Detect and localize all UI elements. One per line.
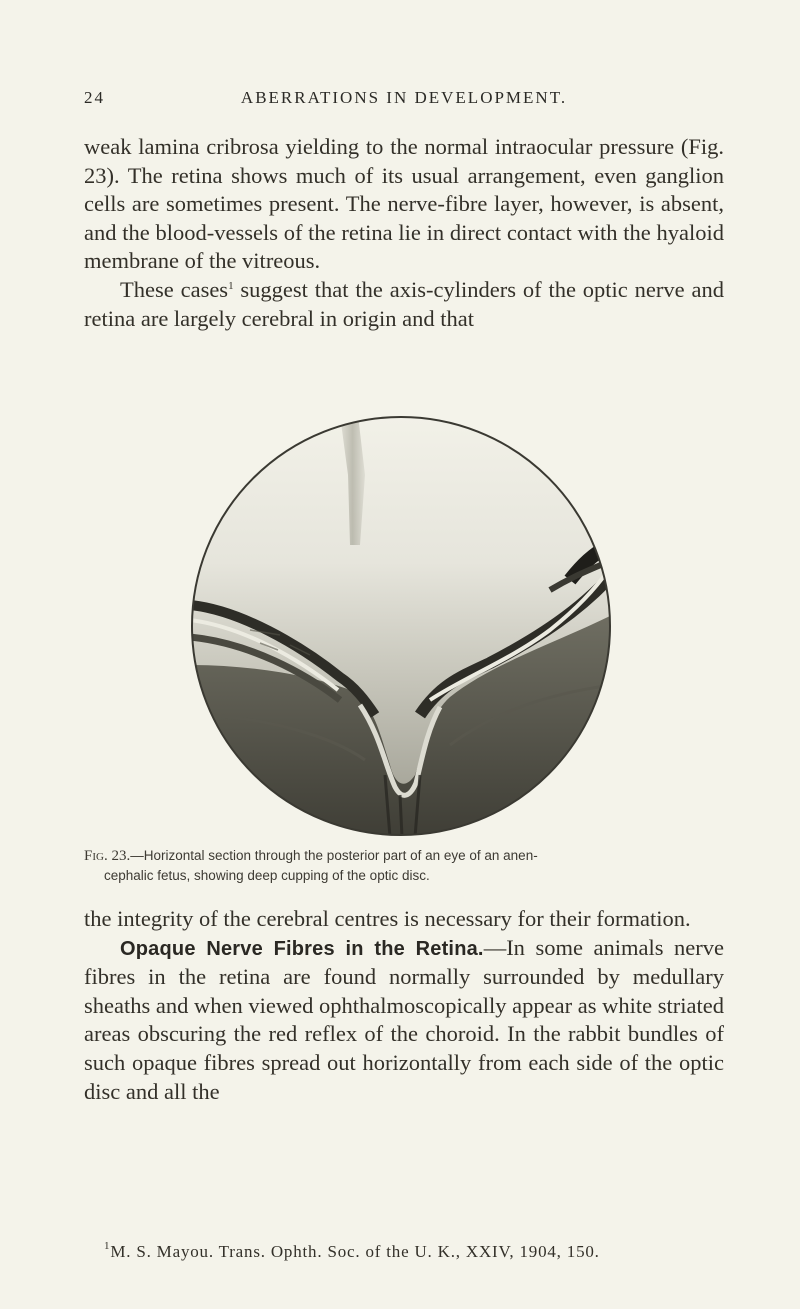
text-run: These cases bbox=[120, 276, 229, 302]
paragraph: the integrity of the cerebral centres is necessary for their formation. bbox=[84, 906, 691, 931]
section-heading: Opaque Nerve Fibres in the Retina. bbox=[120, 937, 484, 960]
figure-micrograph bbox=[190, 415, 612, 837]
paragraph bbox=[84, 276, 724, 333]
body-text-bottom bbox=[84, 905, 724, 1106]
figure-caption bbox=[84, 846, 724, 886]
footnote bbox=[84, 1241, 724, 1263]
micrograph-image bbox=[190, 415, 612, 837]
footnote-reference: 1 bbox=[228, 279, 234, 292]
caption-text: cephalic fetus, showing deep cupping of the optic disc. bbox=[104, 868, 430, 883]
running-title: ABERRATIONS IN DEVELOPMENT. bbox=[240, 88, 568, 107]
footnote-marker: 1 bbox=[104, 1240, 111, 1252]
text-run: suggest that the axis-cylinders of the optic nerve and retina are largely cerebral in origin and that bbox=[84, 276, 724, 331]
text-run: —In some animals nerve fibres in the retina are found normally surrounded by medullary sheaths and when viewed ophthalmoscopically appear as white striated areas obscuring the red reflex of the choroid. In the rabbit bundles of such opaque fibres spread out horizontally from each side of the optic disc and all the bbox=[84, 934, 724, 1104]
caption-text: —Horizontal section through the posterior part of an eye of an anen- bbox=[130, 848, 538, 863]
body-text-top bbox=[84, 133, 724, 333]
paragraph: weak lamina cribrosa yielding to the normal intraocular pressure (Fig. 23). The retina shows much of its usual arrangement, even ganglion cells are sometimes present. The nerve-fibre layer, however, is absent, and the blood-vessels of the retina lie in direct contact with the hyaloid membrane of the vitreous. bbox=[84, 134, 724, 274]
figure-label: Fig. 23. bbox=[84, 848, 131, 864]
paragraph bbox=[84, 934, 724, 1107]
page-number: 24 bbox=[84, 88, 105, 107]
footnote-text: M. S. Mayou. Trans. Ophth. Soc. of the U. K., XXIV, 1904, 150. bbox=[110, 1242, 600, 1261]
running-head bbox=[84, 88, 724, 116]
